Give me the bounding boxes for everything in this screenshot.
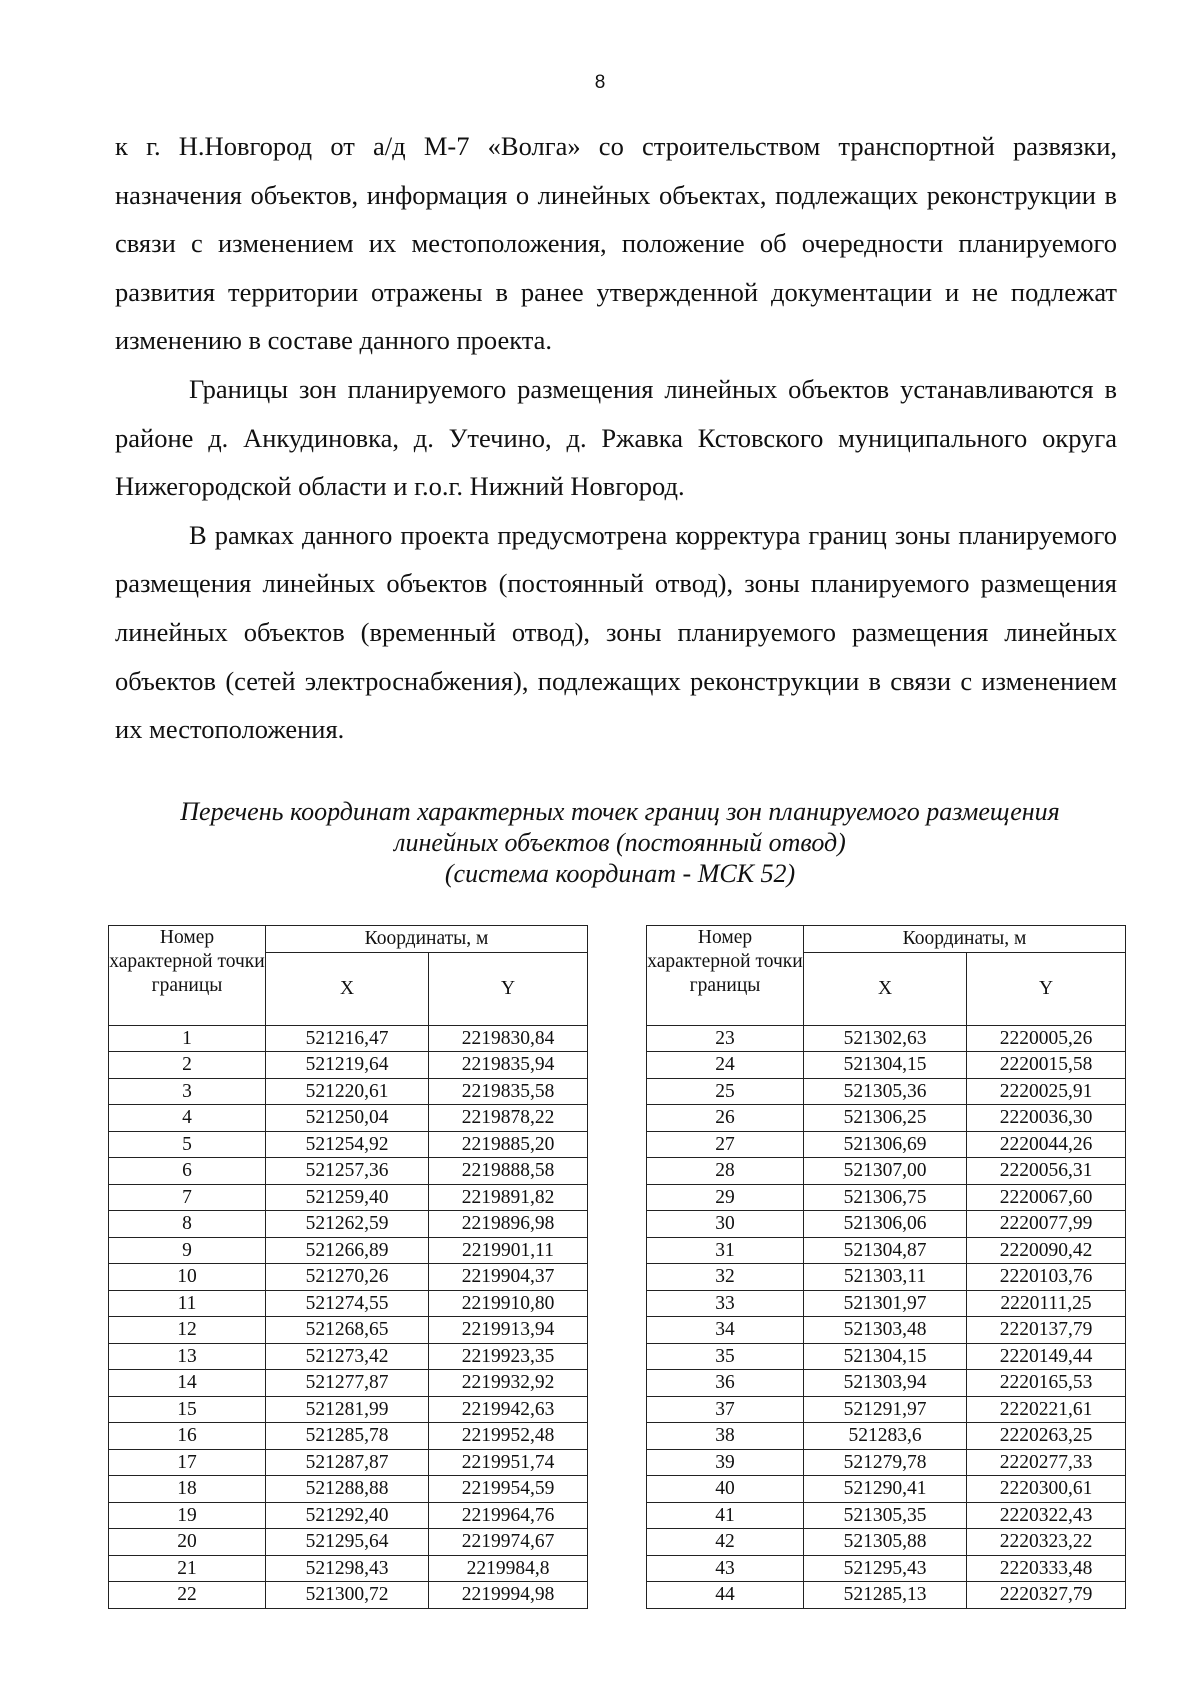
y-coordinate-cell: 2219896,98 [429,1211,588,1238]
y-coordinate-cell: 2219984,8 [429,1555,588,1582]
paragraph-3: В рамках данного проекта предусмотрена корректура границ зоны планируемого размещения линейных объектов (постоянный отвод), зоны планируемого размещения линейных объектов (временный отвод), зоны планируемого размещения линейных объектов (сетей электроснабжения), подлежащих реконструкции в связи с изменением их местоположения. [115,519,1117,745]
y-coordinate-cell: 2220090,42 [967,1237,1126,1264]
point-number-cell: 23 [647,1025,804,1052]
point-number-cell: 8 [109,1211,266,1238]
y-coordinate-cell: 2219910,80 [429,1290,588,1317]
point-number-cell: 26 [647,1105,804,1132]
point-number-cell: 9 [109,1237,266,1264]
table-row [647,1476,1126,1503]
y-coordinate-cell: 2220067,60 [967,1184,1126,1211]
y-coordinate-cell: 2220322,43 [967,1502,1126,1529]
point-number-cell: 44 [647,1582,804,1609]
point-number-cell: 30 [647,1211,804,1238]
table-row [647,1502,1126,1529]
coordinates-table-left [108,925,588,1609]
table-row [109,1396,588,1423]
table-row [647,1131,1126,1158]
y-coordinate-cell: 2219878,22 [429,1105,588,1132]
header-coordinates: Координаты, м [266,926,588,953]
x-coordinate-cell: 521298,43 [266,1555,429,1582]
y-coordinate-cell: 2219901,11 [429,1237,588,1264]
y-coordinate-cell: 2220333,48 [967,1555,1126,1582]
y-coordinate-cell: 2220263,25 [967,1423,1126,1450]
x-coordinate-cell: 521306,25 [804,1105,967,1132]
point-number-cell: 36 [647,1370,804,1397]
x-coordinate-cell: 521300,72 [266,1582,429,1609]
header-y: Y [967,952,1126,1025]
body-text [115,122,1117,754]
point-number-cell: 32 [647,1264,804,1291]
point-number-cell: 34 [647,1317,804,1344]
x-coordinate-cell: 521279,78 [804,1449,967,1476]
point-number-cell: 25 [647,1078,804,1105]
x-coordinate-cell: 521268,65 [266,1317,429,1344]
table-row [109,1025,588,1052]
point-number-cell: 18 [109,1476,266,1503]
table-row [109,1264,588,1291]
y-coordinate-cell: 2219835,94 [429,1052,588,1079]
table-row [109,1502,588,1529]
table-caption [100,796,1140,889]
table-row [647,1237,1126,1264]
x-coordinate-cell: 521257,36 [266,1158,429,1185]
table-row [647,1555,1126,1582]
point-number-cell: 2 [109,1052,266,1079]
table-row [109,1423,588,1450]
y-coordinate-cell: 2220036,30 [967,1105,1126,1132]
x-coordinate-cell: 521262,59 [266,1211,429,1238]
y-coordinate-cell: 2219942,63 [429,1396,588,1423]
table-row [109,1449,588,1476]
table-row [109,1105,588,1132]
table-row [647,1449,1126,1476]
y-coordinate-cell: 2220044,26 [967,1131,1126,1158]
y-coordinate-cell: 2219923,35 [429,1343,588,1370]
y-coordinate-cell: 2219891,82 [429,1184,588,1211]
point-number-cell: 37 [647,1396,804,1423]
table-row [109,1476,588,1503]
point-number-cell: 12 [109,1317,266,1344]
caption-line-3: (система координат - МСК 52) [444,859,796,888]
point-number-cell: 38 [647,1423,804,1450]
x-coordinate-cell: 521307,00 [804,1158,967,1185]
point-number-cell: 35 [647,1343,804,1370]
table-row [647,1264,1126,1291]
paragraph-2: Границы зон планируемого размещения линейных объектов устанавливаются в районе д. Анкудиновка, д. Утечино, д. Ржавка Кстовского муниципального округа Нижегородской области и г.о.г. Нижний Новгород. [115,373,1117,502]
point-number-cell: 3 [109,1078,266,1105]
point-number-cell: 10 [109,1264,266,1291]
x-coordinate-cell: 521274,55 [266,1290,429,1317]
x-coordinate-cell: 521219,64 [266,1052,429,1079]
table-row [109,1555,588,1582]
page-number: 8 [594,72,606,93]
caption-line-2: линейных объектов (постоянный отвод) [394,828,846,857]
y-coordinate-cell: 2219951,74 [429,1449,588,1476]
point-number-cell: 22 [109,1582,266,1609]
header-x: X [266,952,429,1025]
y-coordinate-cell: 2219904,37 [429,1264,588,1291]
table-row [647,1052,1126,1079]
x-coordinate-cell: 521305,36 [804,1078,967,1105]
table-row [647,1582,1126,1609]
y-coordinate-cell: 2219974,67 [429,1529,588,1556]
point-number-cell: 21 [109,1555,266,1582]
table-row [109,1582,588,1609]
y-coordinate-cell: 2220327,79 [967,1582,1126,1609]
x-coordinate-cell: 521250,04 [266,1105,429,1132]
point-number-cell: 13 [109,1343,266,1370]
x-coordinate-cell: 521301,97 [804,1290,967,1317]
y-coordinate-cell: 2219954,59 [429,1476,588,1503]
paragraph-1: к г. Н.Новгород от а/д М-7 «Волга» со строительством транспортной развязки, назначения объектов, информация о линейных объектах, подлежащих реконструкции в связи с изменением их местоположения, положение об очередности планируемого развития территории отражены в ранее утвержденной документации и не подлежат изменению в составе данного проекта. [115,131,1117,356]
point-number-cell: 5 [109,1131,266,1158]
table-row [109,1131,588,1158]
point-number-cell: 15 [109,1396,266,1423]
table-row [109,1317,588,1344]
y-coordinate-cell: 2220005,26 [967,1025,1126,1052]
point-number-cell: 42 [647,1529,804,1556]
x-coordinate-cell: 521266,89 [266,1237,429,1264]
x-coordinate-cell: 521305,88 [804,1529,967,1556]
point-number-cell: 4 [109,1105,266,1132]
header-x: X [804,952,967,1025]
x-coordinate-cell: 521303,48 [804,1317,967,1344]
x-coordinate-cell: 521254,92 [266,1131,429,1158]
table-row [647,1211,1126,1238]
header-y: Y [429,952,588,1025]
table-row [109,1052,588,1079]
x-coordinate-cell: 521306,69 [804,1131,967,1158]
y-coordinate-cell: 2219964,76 [429,1502,588,1529]
point-number-cell: 27 [647,1131,804,1158]
table-row [647,1184,1126,1211]
point-number-cell: 28 [647,1158,804,1185]
y-coordinate-cell: 2220165,53 [967,1370,1126,1397]
table-row [109,1370,588,1397]
y-coordinate-cell: 2220025,91 [967,1078,1126,1105]
y-coordinate-cell: 2220300,61 [967,1476,1126,1503]
x-coordinate-cell: 521303,11 [804,1264,967,1291]
x-coordinate-cell: 521288,88 [266,1476,429,1503]
x-coordinate-cell: 521287,87 [266,1449,429,1476]
header-coordinates: Координаты, м [804,926,1126,953]
y-coordinate-cell: 2220111,25 [967,1290,1126,1317]
x-coordinate-cell: 521295,64 [266,1529,429,1556]
table-row [109,1211,588,1238]
y-coordinate-cell: 2219888,58 [429,1158,588,1185]
caption-line-1: Перечень координат характерных точек границ зон планируемого размещения [180,797,1060,826]
y-coordinate-cell: 2219830,84 [429,1025,588,1052]
coordinates-table-right [646,925,1126,1609]
point-number-cell: 19 [109,1502,266,1529]
x-coordinate-cell: 521306,75 [804,1184,967,1211]
x-coordinate-cell: 521220,61 [266,1078,429,1105]
point-number-cell: 39 [647,1449,804,1476]
table-row [109,1078,588,1105]
y-coordinate-cell: 2220277,33 [967,1449,1126,1476]
point-number-cell: 11 [109,1290,266,1317]
point-number-cell: 7 [109,1184,266,1211]
y-coordinate-cell: 2220077,99 [967,1211,1126,1238]
header-point-number: Номер характерной точки границы [647,926,804,1026]
x-coordinate-cell: 521302,63 [804,1025,967,1052]
y-coordinate-cell: 2219952,48 [429,1423,588,1450]
y-coordinate-cell: 2220056,31 [967,1158,1126,1185]
x-coordinate-cell: 521292,40 [266,1502,429,1529]
table-row [647,1025,1126,1052]
point-number-cell: 14 [109,1370,266,1397]
x-coordinate-cell: 521270,26 [266,1264,429,1291]
table-row [647,1343,1126,1370]
x-coordinate-cell: 521306,06 [804,1211,967,1238]
y-coordinate-cell: 2220221,61 [967,1396,1126,1423]
point-number-cell: 40 [647,1476,804,1503]
table-row [647,1105,1126,1132]
x-coordinate-cell: 521259,40 [266,1184,429,1211]
point-number-cell: 17 [109,1449,266,1476]
x-coordinate-cell: 521285,13 [804,1582,967,1609]
header-point-number: Номер характерной точки границы [109,926,266,1026]
table-row [647,1370,1126,1397]
table-row [109,1158,588,1185]
point-number-cell: 16 [109,1423,266,1450]
point-number-cell: 41 [647,1502,804,1529]
y-coordinate-cell: 2220015,58 [967,1052,1126,1079]
x-coordinate-cell: 521281,99 [266,1396,429,1423]
table-row [647,1078,1126,1105]
table-row [109,1237,588,1264]
y-coordinate-cell: 2219835,58 [429,1078,588,1105]
table-row [647,1158,1126,1185]
table-row [109,1290,588,1317]
point-number-cell: 6 [109,1158,266,1185]
point-number-cell: 43 [647,1555,804,1582]
table-row [647,1423,1126,1450]
point-number-cell: 24 [647,1052,804,1079]
y-coordinate-cell: 2219885,20 [429,1131,588,1158]
y-coordinate-cell: 2219932,92 [429,1370,588,1397]
table-row [647,1290,1126,1317]
table-row [109,1529,588,1556]
x-coordinate-cell: 521295,43 [804,1555,967,1582]
y-coordinate-cell: 2219913,94 [429,1317,588,1344]
x-coordinate-cell: 521273,42 [266,1343,429,1370]
x-coordinate-cell: 521304,15 [804,1343,967,1370]
table-row [109,1343,588,1370]
point-number-cell: 20 [109,1529,266,1556]
y-coordinate-cell: 2220149,44 [967,1343,1126,1370]
table-row [647,1529,1126,1556]
table-row [647,1317,1126,1344]
point-number-cell: 1 [109,1025,266,1052]
x-coordinate-cell: 521304,15 [804,1052,967,1079]
x-coordinate-cell: 521305,35 [804,1502,967,1529]
y-coordinate-cell: 2219994,98 [429,1582,588,1609]
table-row [647,1396,1126,1423]
x-coordinate-cell: 521304,87 [804,1237,967,1264]
x-coordinate-cell: 521277,87 [266,1370,429,1397]
x-coordinate-cell: 521290,41 [804,1476,967,1503]
x-coordinate-cell: 521283,6 [804,1423,967,1450]
point-number-cell: 29 [647,1184,804,1211]
x-coordinate-cell: 521285,78 [266,1423,429,1450]
x-coordinate-cell: 521303,94 [804,1370,967,1397]
table-row [109,1184,588,1211]
y-coordinate-cell: 2220137,79 [967,1317,1126,1344]
y-coordinate-cell: 2220103,76 [967,1264,1126,1291]
x-coordinate-cell: 521216,47 [266,1025,429,1052]
y-coordinate-cell: 2220323,22 [967,1529,1126,1556]
x-coordinate-cell: 521291,97 [804,1396,967,1423]
point-number-cell: 33 [647,1290,804,1317]
point-number-cell: 31 [647,1237,804,1264]
